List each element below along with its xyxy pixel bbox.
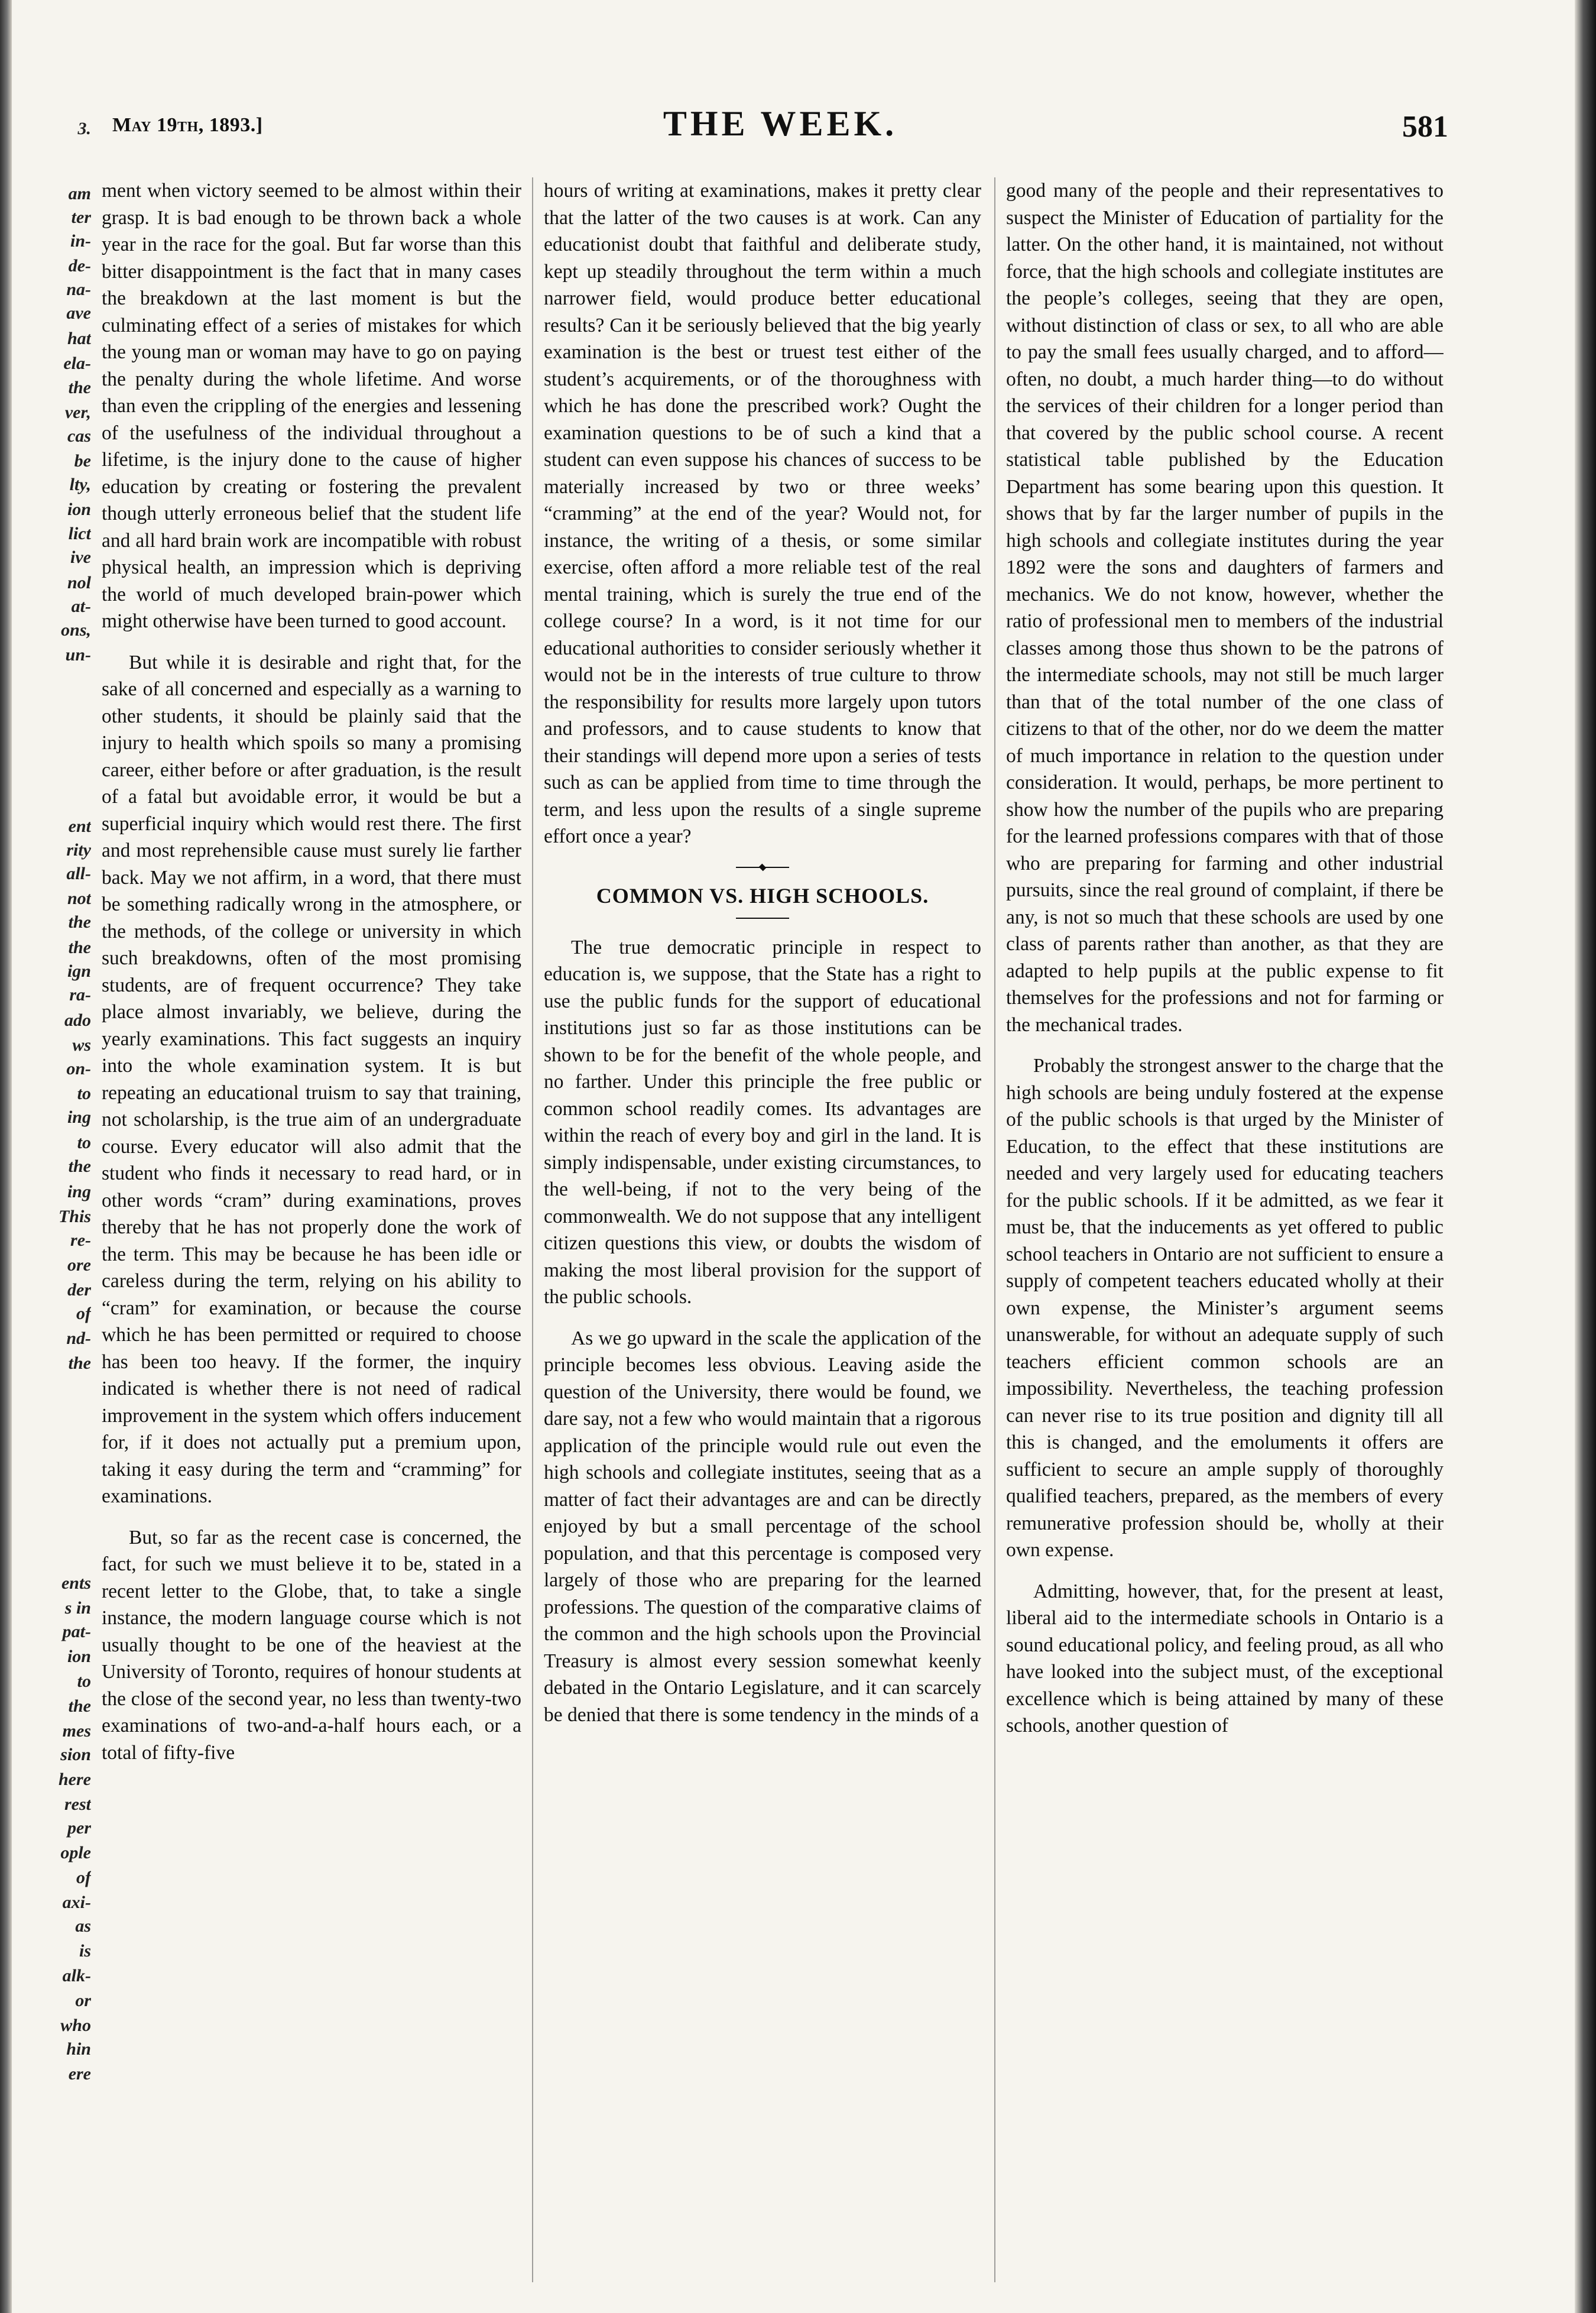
column-3 — [1006, 177, 1443, 2282]
paragraph: As we go upward in the scale the application of the principle becomes less obvious. Leaving aside the question of the University, there would be found, we dare say, not a few who would maintain that a rigorous application of the principle would rule out even the high schools and collegiate institutes, seeing that as a matter of fact their advantages are and can be directly enjoyed by but a small percentage of the school population, and that this percentage is composed very largely of those who are preparing for the learned professions. The question of the comparative claims of the common and the high schools upon the Provincial Treasury is almost every session somewhat keenly debated in the Ontario Legislature, and it can scarcely be denied that there is some tendency in the minds of a — [544, 1327, 981, 1726]
column-rule — [994, 177, 995, 2282]
margin-fragment: the — [68, 938, 91, 957]
margin-fragment: of — [76, 1868, 91, 1887]
margin-fragment: to — [77, 1133, 91, 1152]
margin-fragment: ore — [67, 1255, 91, 1275]
margin-fragment: or — [75, 1991, 91, 2010]
margin-fragment: hat — [67, 329, 91, 348]
margin-fragment: rity — [66, 840, 91, 860]
margin-fragment: mes — [62, 1721, 91, 1741]
issue-date: May 19th, 1893.] — [112, 114, 263, 136]
margin-fragment: on- — [66, 1059, 91, 1078]
margin-fragment: per — [67, 1818, 91, 1838]
margin-fragment: ra- — [69, 985, 91, 1005]
margin-fragment: at- — [71, 597, 91, 616]
margin-fragment: ion — [67, 1647, 91, 1666]
margin-fragment: ople — [60, 1843, 91, 1862]
margin-fragment: ter — [71, 208, 91, 227]
page-number: 581 — [1402, 110, 1448, 144]
margin-fragment: ver, — [64, 403, 91, 422]
publication-title: THE WEEK. — [663, 104, 898, 143]
margin-fragment: all- — [66, 864, 91, 883]
column-2 — [544, 177, 981, 2282]
margin-fragment: as — [75, 1916, 91, 1936]
margin-fragment: here — [59, 1770, 91, 1789]
margin-fragment: der — [67, 1280, 91, 1300]
paragraph: Probably the strongest answer to the charge that the high schools are being unduly fostered at the expense of the public schools is that urged by the Minister of Education, to the effect that these institutions are needed and very largely used for educating teachers for the public schools. If it be admitted, as we fear it must be, that the inducements as yet offered to public school teachers in Ontario are not sufficient to ensure a supply of competent teachers educated wholly at their own expense, the Minister’s argument seems unanswerable, for without an adequate supply of such teachers efficient common schools are an impossibility. Nevertheless, the teaching profession can never rise to its true position and dignity till all this is changed, and the emoluments it offers are sufficient to secure an ample supply of thoroughly qualified teachers, prepared, as the members of every remunerative profession should be, wholly at their own expense. — [1006, 1055, 1443, 1561]
paragraph: But while it is desirable and right that, for the sake of all concerned and especially as a warning to other students, it should be plainly said that the injury to health which spoils so many a promising career, either before or after graduation, is the result of a fatal but avoidable error, it would be but a superficial inquiry which would rest there. The first and most reprehensible cause must surely lie farther back. May we not affirm, in a word, that there must be something radically wrong in the atmosphere, or the methods, of the college or university in which such breakdowns, often of the most promising students, are of frequent occurrence? They take place almost invariably, we believe, during the yearly examinations. This fact suggests an inquiry into the whole examination system. It is but repeating an educational truism to say that training, not scholarship, is the true aim of an undergraduate course. Every educator will also admit that the student who finds it necessary to read hard, or in other words “cram” during examinations, proves thereby that he has not properly done the work of the term. This may be because he has been idle or careless during the term, relying on his ability to “cram” for examination, or because the course which he has been permitted or required to choose has been too heavy. If the former, the inquiry indicated is whether there is not need of radical improvement in the system which offers inducement for, if it does not actually put a premium upon, taking it easy during the term and “cramming” for examinations. — [102, 651, 521, 1507]
margin-fragment: the — [68, 1353, 91, 1373]
column-1 — [102, 177, 521, 2282]
margin-fragment: the — [68, 1696, 91, 1716]
paragraph: But, so far as the recent case is concerned, the fact, for such we must believe it to be, stated in a recent letter to the Globe, that, to take a single instance, the modern language course which is not usually thought to be one of the heaviest at the University of Toronto, requires of honour students at the close of the second year, no less than twenty-two examinations of two-and-a-half hours each, or a total of fifty-five — [102, 1526, 521, 1764]
margin-fragment: ave — [66, 303, 91, 323]
margin-fragment: who — [60, 2016, 91, 2035]
margin-fragment: s in — [64, 1598, 91, 1618]
binding-shadow-right — [1575, 0, 1596, 2313]
margin-fragment: re- — [70, 1230, 91, 1250]
margin-fragment: 3. — [77, 119, 91, 138]
margin-fragment: de- — [68, 256, 91, 276]
margin-fragment: ons, — [61, 620, 91, 640]
heading-rule — [736, 918, 789, 919]
margin-fragment: lty, — [69, 475, 91, 494]
margin-fragment: cas — [67, 426, 91, 446]
margin-fragment: ere — [68, 2064, 91, 2084]
margin-fragment: to — [77, 1671, 91, 1691]
margin-fragment: be — [74, 451, 91, 471]
margin-fragment: to — [77, 1084, 91, 1103]
page-header — [112, 103, 1448, 163]
paragraph: good many of the people and their representatives to suspect the Minister of Education of partiality for the latter. On the other hand, it is maintained, not without force, that the high schools and collegiate institutes are the people’s colleges, seeing that they are open, without distinction of class or sex, to all who are able to pay the small fees usually charged, and to afford—often, no doubt, a much harder thing—to do without the services of their children for a longer period than that covered by the public school course. A recent statistical table published by the Education Department has some bearing upon this question. It shows that by far the larger number of pupils in the high schools and collegiate institutes during the year 1892 were the sons and daughters of farmers and mechanics. We do not know, however, whether the ratio of professional men to members of the industrial classes among those thus shown to be the patrons of the intermediate schools, may not still be much larger than that of the total number of the one class of citizens to that of the other, nor do we deem the matter of much importance in relation to the question under consideration. It would, perhaps, be more pertinent to show how the number of the pupils who are preparing for the learned professions compares with that of those who are preparing for farming and other industrial pursuits, since the real ground of complaint, if there be any, is not so much that these schools are used by one class of parents rather than another, as that they are adapted to help pupils at the public expense to fit themselves for the professions and not for farming or the mechanical trades. — [1006, 180, 1443, 1036]
margin-fragment: not — [67, 889, 91, 908]
margin-fragment: sion — [60, 1745, 91, 1764]
margin-fragment: pat- — [62, 1622, 91, 1641]
adjacent-page-margin — [14, 95, 91, 2282]
margin-fragment: ents — [61, 1573, 91, 1593]
section-heading: COMMON VS. HIGH SCHOOLS. — [596, 883, 929, 908]
paragraph: hours of writing at examinations, makes it pretty clear that the latter of the two causes is at work. Can any educationist doubt that faithful and deliberate study, kept up steadily throughout the term within a much narrower field, would produce better educational results? Can it be seriously believed that the big yearly examination is the best or truest test either of the student’s acquirements, or of the thoroughness with which he has done the prescribed work? Ought the examination questions to be of such a kind that a student can even suppose his chances of success to be materially increased by two or three weeks’ “cramming” at the end of the year? Would not, for instance, the writing of a thesis, or some similar exercise, often afford a more reliable test of the real mental training, which is surely the true end of the college course? In a word, is it not time for our educational authorities to consider seriously whether it would not be in the interests of true culture to throw the responsibility for results more largely upon tutors and professors, and to cause students to know that their standings will depend more upon a series of tests such as can be applied from time to time through the term, and less upon the results of a single supreme effort once a year? — [544, 180, 981, 847]
section-ornament — [736, 866, 789, 869]
margin-fragment: axi- — [62, 1893, 91, 1912]
margin-fragment: na- — [66, 280, 91, 299]
margin-fragment: ive — [70, 548, 91, 567]
margin-fragment: the — [68, 912, 91, 932]
binding-shadow-left — [0, 0, 12, 2313]
margin-fragment: lict — [68, 524, 91, 543]
margin-fragment: am — [68, 184, 91, 203]
margin-fragment: hin — [66, 2039, 91, 2059]
paragraph: Admitting, however, that, for the present at least, liberal aid to the intermediate schools in Ontario is a sound educational policy, and feeling proud, as all who have looked into the subject must, of the exceptional excellence which is being attained by many of these schools, another question of — [1006, 1580, 1443, 1737]
margin-fragment: ign — [67, 961, 91, 981]
margin-fragment: ing — [67, 1107, 91, 1127]
margin-fragment: ws — [72, 1035, 91, 1055]
margin-fragment: is — [79, 1941, 91, 1961]
margin-fragment: nol — [67, 573, 91, 592]
margin-fragment: ela- — [63, 354, 91, 373]
margin-fragment: ing — [67, 1182, 91, 1201]
margin-fragment: in- — [70, 231, 91, 251]
margin-fragment: rest — [64, 1794, 91, 1814]
margin-fragment: of — [76, 1304, 91, 1323]
margin-fragment: nd- — [66, 1329, 91, 1348]
margin-fragment: ent — [68, 817, 91, 836]
margin-fragment: the — [68, 378, 91, 397]
paragraph: The true democratic principle in respect to education is, we suppose, that the State has a right to use the public funds for the support of educational institutions just so far as those institutions can be shown to be for the benefit of the whole people, and no farther. Under this principle the free public or common school readily comes. Its advantages are within the reach of every boy and girl in the land. It is simply indispensable, under existing circumstances, to the well-being, if not to the very being of the commonwealth. We do not suppose that any intelligent citizen questions this view, or doubts the wisdom of making the most liberal provision for the support of the public schools. — [544, 936, 981, 1308]
margin-fragment: un- — [65, 645, 91, 665]
margin-fragment: ado — [64, 1010, 91, 1030]
margin-fragment: ion — [67, 500, 91, 519]
margin-fragment: the — [68, 1156, 91, 1176]
column-rule — [532, 177, 533, 2282]
paragraph: ment when victory seemed to be almost within their grasp. It is bad enough to be thrown back a whole year in the race for the goal. But far worse than this bitter disappointment is the fact that in many cases the breakdown at the last moment is but the culminating effect of a series of mistakes for which the young man or woman may have to go on paying the penalty during the whole lifetime. And worse than even the crippling of the energies and lessening of the usefulness of the individual throughout a lifetime, is the injury done to the cause of higher education by creating or fostering the prevalent though utterly erroneous belief that the student life and all hard brain work are incompatible with robust physical health, an impression which is depriving the world of much developed brain-power which might otherwise have been turned to good account. — [102, 180, 521, 632]
margin-fragment: alk- — [62, 1966, 91, 1985]
margin-fragment: This — [58, 1207, 91, 1226]
